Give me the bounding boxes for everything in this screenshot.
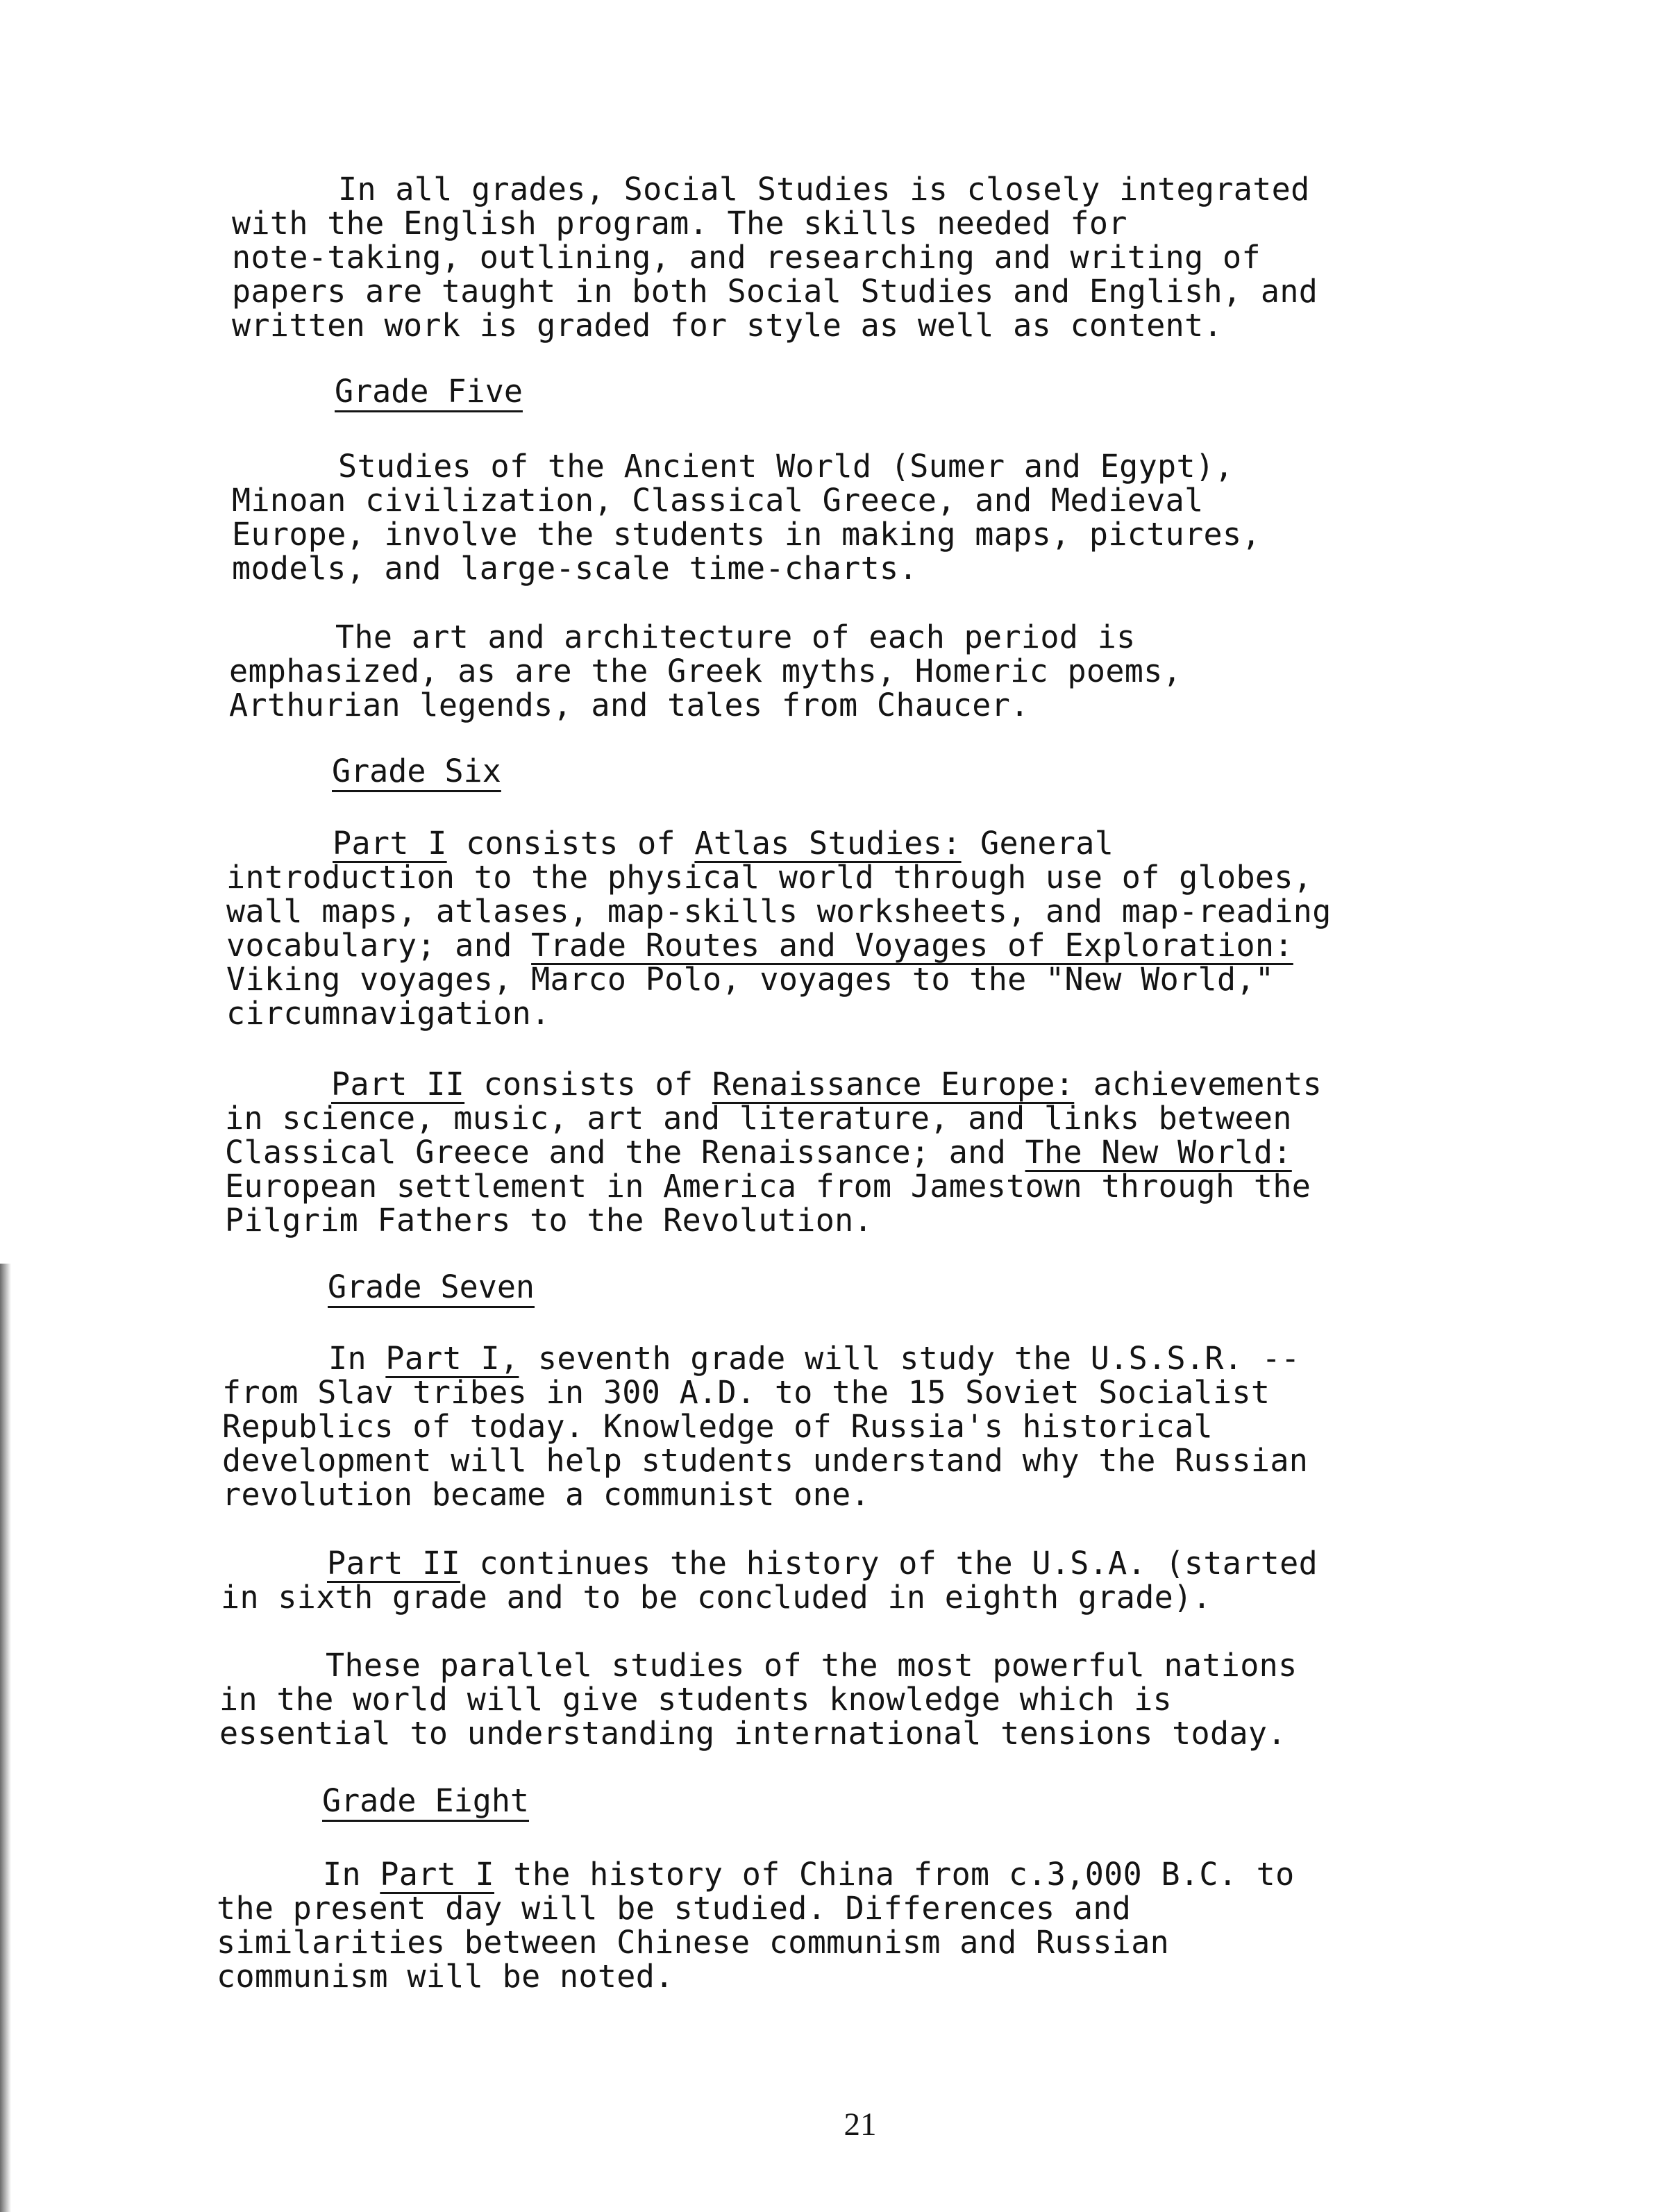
- part-label: Part I,: [385, 1340, 519, 1377]
- scan-edge-shadow: [0, 1264, 11, 2212]
- intro-line: papers are taught in both Social Studies and English, and: [232, 273, 1318, 310]
- paragraph-line: in the world will give students knowledge which is: [219, 1681, 1173, 1718]
- intro-line: note-taking, outlining, and researching and writing of: [232, 239, 1261, 276]
- paragraph-line: wall maps, atlases, map-skills worksheets, and map-reading: [226, 893, 1332, 930]
- intro-line: with the English program. The skills needed for: [232, 205, 1127, 242]
- paragraph-line: introduction to the physical world through use of globes,: [226, 859, 1313, 896]
- part-label: Part I: [333, 825, 447, 862]
- paragraph-line: in science, music, art and literature, and links between: [225, 1100, 1292, 1137]
- grade-seven-paragraph-3: [219, 1648, 1427, 1750]
- text-run: In: [323, 1856, 380, 1893]
- heading-grade-five: Grade Five: [335, 373, 523, 410]
- topic-label: Atlas Studies:: [694, 825, 962, 862]
- topic-label: Trade Routes and Voyages of Exploration:: [531, 927, 1293, 964]
- topic-label: Renaissance Europe:: [712, 1066, 1075, 1103]
- paragraph-line: similarities between Chinese communism and Russian: [217, 1924, 1170, 1961]
- text-run: Classical Greece and the Renaissance; and: [225, 1134, 1025, 1171]
- paragraph-line: Republics of today. Knowledge of Russia's historical: [222, 1408, 1213, 1445]
- text-run: consists of: [446, 825, 695, 862]
- grade-six-part-1: [226, 826, 1434, 1030]
- grade-six-part-2: [225, 1067, 1433, 1237]
- paragraph-line: These parallel studies of the most powerful nations: [326, 1647, 1298, 1684]
- paragraph-line: communism will be noted.: [217, 1958, 674, 1995]
- page-number: 21: [844, 2106, 877, 2143]
- heading-grade-eight: Grade Eight: [322, 1782, 530, 1819]
- heading-grade-six: Grade Six: [332, 753, 501, 789]
- grade-five-paragraph-1: [232, 449, 1440, 585]
- grade-seven-part-1: [222, 1341, 1430, 1511]
- paragraph-line: The art and architecture of each period is: [335, 619, 1136, 655]
- paragraph-line: models, and large-scale time-charts.: [232, 550, 918, 587]
- paragraph-line: development will help students understand why the Russian: [222, 1442, 1309, 1479]
- topic-label: The New World:: [1025, 1134, 1292, 1171]
- paragraph-line: revolution became a communist one.: [222, 1476, 871, 1513]
- text-run: consists of: [464, 1066, 712, 1103]
- paragraph-line: Arthurian legends, and tales from Chaucer.: [229, 687, 1030, 723]
- paragraph-line: [226, 928, 1434, 962]
- paragraph-line: [222, 1341, 1430, 1375]
- paragraph-line: Europe, involve the students in making maps, pictures,: [232, 516, 1261, 553]
- grade-seven-part-2: [221, 1546, 1429, 1614]
- paragraph-line: [225, 1135, 1433, 1169]
- paragraph-line: European settlement in America from Jamestown through the: [225, 1168, 1311, 1205]
- intro-paragraph: [232, 172, 1440, 342]
- paragraph-line: [226, 826, 1434, 860]
- part-label: Part II: [331, 1066, 465, 1103]
- text-run: In: [328, 1340, 386, 1377]
- paragraph-line: [221, 1546, 1429, 1580]
- paragraph-line: Minoan civilization, Classical Greece, and Medieval: [232, 482, 1204, 519]
- paragraph-line: the present day will be studied. Differences and: [217, 1890, 1132, 1927]
- text-run: vocabulary; and: [226, 927, 532, 964]
- paragraph-line: from Slav tribes in 300 A.D. to the 15 Soviet Socialist: [222, 1374, 1270, 1411]
- grade-five-paragraph-2: [229, 620, 1437, 722]
- paragraph-line: Pilgrim Fathers to the Revolution.: [225, 1202, 873, 1239]
- intro-line: written work is graded for style as well as content.: [232, 307, 1223, 344]
- text-run: General: [961, 825, 1114, 862]
- text-run: achievements: [1074, 1066, 1323, 1103]
- heading-grade-seven: Grade Seven: [328, 1268, 535, 1305]
- text-run: the history of China from c.3,000 B.C. to: [494, 1856, 1295, 1893]
- grade-eight-part-1: [217, 1857, 1425, 1993]
- paragraph-line: essential to understanding international tensions today.: [219, 1715, 1286, 1752]
- paragraph-line: circumnavigation.: [226, 995, 551, 1032]
- part-label: Part II: [327, 1545, 461, 1582]
- paragraph-line: Viking voyages, Marco Polo, voyages to the "New World,": [226, 961, 1275, 998]
- paragraph-line: [225, 1067, 1433, 1101]
- paragraph-line: Studies of the Ancient World (Sumer and Egypt),: [338, 448, 1234, 485]
- part-label: Part I: [380, 1856, 494, 1893]
- paragraph-line: emphasized, as are the Greek myths, Homeric poems,: [229, 653, 1182, 689]
- text-run: seventh grade will study the U.S.S.R. --: [519, 1340, 1300, 1377]
- paragraph-line: in sixth grade and to be concluded in eighth grade).: [221, 1579, 1211, 1616]
- text-run: continues the history of the U.S.A. (started: [460, 1545, 1318, 1582]
- intro-line: In all grades, Social Studies is closely integrated: [338, 171, 1310, 208]
- paragraph-line: [217, 1857, 1425, 1891]
